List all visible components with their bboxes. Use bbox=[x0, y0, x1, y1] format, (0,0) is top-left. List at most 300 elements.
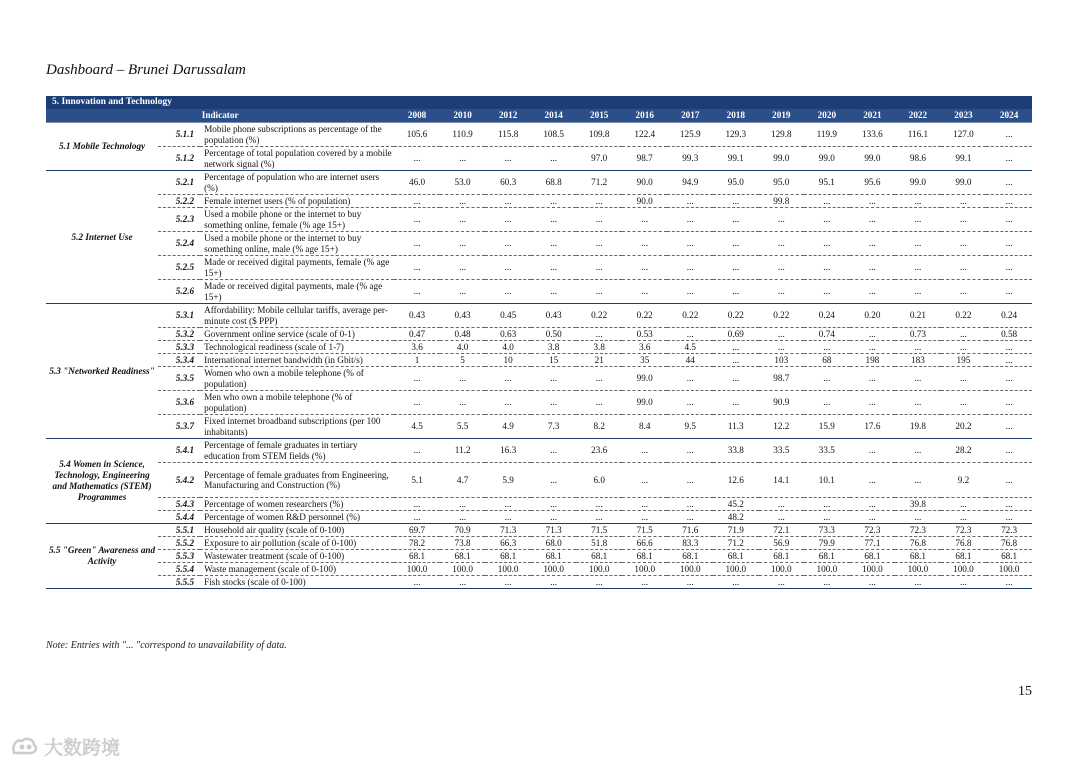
indicator-code: 5.3.2 bbox=[158, 328, 200, 341]
table-row bbox=[46, 498, 1032, 511]
section-title: 5. Innovation and Technology bbox=[46, 96, 1032, 109]
value-cell: 77.1 bbox=[850, 537, 896, 550]
value-cell: ... bbox=[485, 391, 531, 415]
value-cell: ... bbox=[713, 367, 759, 391]
value-cell: ... bbox=[895, 367, 941, 391]
value-cell: 0.45 bbox=[485, 304, 531, 328]
value-cell: ... bbox=[986, 391, 1032, 415]
value-cell: ... bbox=[804, 341, 850, 354]
value-cell: ... bbox=[986, 463, 1032, 498]
value-cell: ... bbox=[667, 439, 713, 463]
value-cell: ... bbox=[531, 391, 577, 415]
value-cell: ... bbox=[777, 286, 785, 297]
value-cell: 15.9 bbox=[818, 421, 835, 432]
value-cell: 100.0 bbox=[941, 563, 987, 576]
value-cell: ... bbox=[777, 511, 785, 522]
group-label: 5.1 Mobile Technology bbox=[58, 141, 146, 151]
value-cell: 0.22 bbox=[576, 304, 622, 328]
value-cell: ... bbox=[440, 498, 486, 511]
value-cell: ... bbox=[394, 367, 440, 391]
indicator-code: 5.2.6 bbox=[175, 286, 195, 297]
indicator-name: Mobile phone subscriptions as percentage of the population (%) bbox=[200, 123, 394, 147]
value-cell: ... bbox=[531, 195, 577, 208]
value-cell: 3.8 bbox=[531, 341, 577, 354]
value-cell: ... bbox=[1005, 576, 1013, 587]
value-cell: 83.3 bbox=[667, 537, 713, 550]
value-cell: ... bbox=[941, 232, 987, 256]
page-number: 15 bbox=[1018, 684, 1032, 699]
value-cell: 0.63 bbox=[485, 328, 531, 341]
value-cell: 133.6 bbox=[850, 123, 896, 147]
value-cell: 68.1 bbox=[622, 550, 668, 563]
value-cell: ... bbox=[850, 195, 896, 208]
value-cell: 0.74 bbox=[804, 328, 850, 341]
value-cell: 0.24 bbox=[804, 304, 850, 328]
value-cell: 8.2 bbox=[593, 421, 605, 432]
value-cell: ... bbox=[531, 463, 577, 498]
value-cell: ... bbox=[895, 232, 941, 256]
year-header: 2021 bbox=[850, 109, 896, 123]
indicator-name: Waste management (scale of 0-100) bbox=[200, 563, 394, 576]
column-header-row bbox=[46, 109, 1032, 123]
value-cell: ... bbox=[713, 256, 759, 280]
value-cell: ... bbox=[986, 354, 1032, 367]
indicator-name: Percentage of female graduates from Engineering, Manufacturing and Construction (%) bbox=[200, 463, 394, 498]
table-row bbox=[46, 415, 1032, 439]
value-cell: ... bbox=[759, 328, 805, 341]
value-cell: 99.1 bbox=[955, 153, 972, 164]
value-cell: 100.0 bbox=[895, 563, 941, 576]
value-cell: ... bbox=[986, 498, 1032, 511]
value-cell: ... bbox=[895, 256, 941, 280]
value-cell: 0.24 bbox=[986, 304, 1032, 328]
value-cell: 71.6 bbox=[667, 524, 713, 537]
indicator-code: 5.3.5 bbox=[158, 367, 200, 391]
value-cell: 33.5 bbox=[804, 439, 850, 463]
value-cell: ... bbox=[713, 341, 759, 354]
table-row bbox=[46, 576, 1032, 589]
value-cell: 68.1 bbox=[667, 550, 713, 563]
value-cell: 15 bbox=[531, 354, 577, 367]
value-cell: 99.8 bbox=[759, 195, 805, 208]
value-cell: ... bbox=[986, 208, 1032, 232]
value-cell: ... bbox=[667, 391, 713, 415]
value-cell: ... bbox=[1005, 286, 1013, 297]
value-cell: ... bbox=[550, 576, 558, 587]
value-cell: ... bbox=[667, 498, 713, 511]
value-cell: ... bbox=[986, 367, 1032, 391]
indicator-code: 5.5.1 bbox=[158, 524, 200, 537]
value-cell: ... bbox=[595, 511, 603, 522]
value-cell: ... bbox=[895, 208, 941, 232]
value-cell: ... bbox=[550, 511, 558, 522]
value-cell: ... bbox=[804, 367, 850, 391]
value-cell: 0.22 bbox=[713, 304, 759, 328]
value-cell: 95.0 bbox=[759, 171, 805, 195]
value-cell: 98.7 bbox=[759, 367, 805, 391]
table-row bbox=[46, 511, 1032, 524]
value-cell: ... bbox=[850, 232, 896, 256]
table-row bbox=[46, 537, 1032, 550]
value-cell: 4.0 bbox=[440, 341, 486, 354]
value-cell: 20.2 bbox=[955, 421, 972, 432]
value-cell: ... bbox=[850, 341, 896, 354]
value-cell: ... bbox=[959, 576, 967, 587]
value-cell: ... bbox=[459, 576, 467, 587]
value-cell: 0.20 bbox=[850, 304, 896, 328]
value-cell: ... bbox=[576, 232, 622, 256]
value-cell: 73.3 bbox=[804, 524, 850, 537]
indicator-name: Percentage of female graduates in tertiary education from STEM fields (%) bbox=[200, 439, 394, 463]
group-label: 5.3 "Networked Readiness" bbox=[46, 304, 158, 439]
value-cell: 23.6 bbox=[576, 439, 622, 463]
value-cell: 71.3 bbox=[485, 524, 531, 537]
value-cell: ... bbox=[413, 511, 421, 522]
value-cell: 33.5 bbox=[759, 439, 805, 463]
value-cell: 3.8 bbox=[576, 341, 622, 354]
value-cell: 0.50 bbox=[531, 328, 577, 341]
group-label: 5.4 Women in Science, Technology, Engineering and Mathematics (STEM) Programmes bbox=[46, 439, 158, 524]
value-cell: 17.6 bbox=[864, 421, 881, 432]
value-cell: ... bbox=[667, 256, 713, 280]
value-cell: ... bbox=[440, 391, 486, 415]
value-cell: ... bbox=[850, 328, 896, 341]
value-cell: ... bbox=[804, 256, 850, 280]
value-cell: 68.8 bbox=[531, 171, 577, 195]
value-cell: ... bbox=[459, 153, 467, 164]
table-row bbox=[46, 563, 1032, 576]
value-cell: 125.9 bbox=[667, 123, 713, 147]
indicator-name: Wastewater treatment (scale of 0-100) bbox=[200, 550, 394, 563]
value-cell: ... bbox=[850, 463, 896, 498]
value-cell: 195 bbox=[941, 354, 987, 367]
value-cell: ... bbox=[1005, 153, 1013, 164]
indicator-code: 5.5.2 bbox=[158, 537, 200, 550]
value-cell: 60.3 bbox=[485, 171, 531, 195]
year-header: 2016 bbox=[622, 109, 668, 123]
value-cell: 10 bbox=[485, 354, 531, 367]
value-cell: 9.2 bbox=[941, 463, 987, 498]
value-cell: ... bbox=[823, 576, 831, 587]
value-cell: 33.8 bbox=[713, 439, 759, 463]
indicator-code: 5.3.1 bbox=[158, 304, 200, 328]
value-cell: 129.3 bbox=[713, 123, 759, 147]
table-row bbox=[46, 171, 1032, 195]
value-cell: ... bbox=[394, 256, 440, 280]
indicator-table-wrapper bbox=[46, 96, 1032, 589]
value-cell: 122.4 bbox=[622, 123, 668, 147]
value-cell: ... bbox=[667, 367, 713, 391]
value-cell: ... bbox=[440, 208, 486, 232]
value-cell: 95.0 bbox=[713, 171, 759, 195]
value-cell: ... bbox=[440, 195, 486, 208]
indicator-code: 5.4.4 bbox=[175, 511, 195, 522]
value-cell: 68.1 bbox=[485, 550, 531, 563]
value-cell: 0.22 bbox=[941, 304, 987, 328]
value-cell: 68 bbox=[804, 354, 850, 367]
value-cell: 68.1 bbox=[850, 550, 896, 563]
table-row bbox=[46, 280, 1032, 304]
year-header: 2019 bbox=[759, 109, 805, 123]
value-cell: ... bbox=[868, 576, 876, 587]
value-cell: ... bbox=[686, 511, 694, 522]
value-cell: ... bbox=[850, 367, 896, 391]
value-cell: ... bbox=[759, 498, 805, 511]
indicator-code: 5.4.1 bbox=[158, 439, 200, 463]
value-cell: ... bbox=[986, 341, 1032, 354]
value-cell: 0.21 bbox=[895, 304, 941, 328]
year-header: 2014 bbox=[531, 109, 577, 123]
value-cell: ... bbox=[504, 576, 512, 587]
value-cell: 100.0 bbox=[440, 563, 486, 576]
indicator-code: 5.3.4 bbox=[158, 354, 200, 367]
year-header: 2008 bbox=[394, 109, 440, 123]
value-cell: 14.1 bbox=[759, 463, 805, 498]
value-cell: 68.0 bbox=[531, 537, 577, 550]
indicator-code: 5.3.3 bbox=[158, 341, 200, 354]
year-header: 2010 bbox=[440, 109, 486, 123]
value-cell: 99.0 bbox=[622, 391, 668, 415]
value-cell: ... bbox=[622, 498, 668, 511]
value-cell: 72.3 bbox=[850, 524, 896, 537]
value-cell: 71.5 bbox=[576, 524, 622, 537]
indicator-name: Men who own a mobile telephone (% of population) bbox=[200, 391, 394, 415]
value-cell: 95.1 bbox=[804, 171, 850, 195]
value-cell: 68.1 bbox=[531, 550, 577, 563]
indicator-code: 5.2.2 bbox=[158, 195, 200, 208]
value-cell: 71.2 bbox=[713, 537, 759, 550]
value-cell: 90.0 bbox=[622, 195, 668, 208]
value-cell: ... bbox=[686, 576, 694, 587]
value-cell: 68.1 bbox=[576, 550, 622, 563]
value-cell: 3.6 bbox=[394, 341, 440, 354]
value-cell: ... bbox=[759, 232, 805, 256]
value-cell: ... bbox=[550, 153, 558, 164]
value-cell: 68.1 bbox=[895, 550, 941, 563]
value-cell: ... bbox=[576, 391, 622, 415]
value-cell: 4.7 bbox=[440, 463, 486, 498]
value-cell: ... bbox=[804, 195, 850, 208]
value-cell: 44 bbox=[667, 354, 713, 367]
indicator-name: Made or received digital payments, female (% age 15+) bbox=[200, 256, 394, 280]
value-cell: ... bbox=[941, 341, 987, 354]
value-cell: ... bbox=[804, 498, 850, 511]
value-cell: ... bbox=[941, 498, 987, 511]
table-row bbox=[46, 439, 1032, 463]
indicator-code: 5.1.1 bbox=[158, 123, 200, 147]
indicator-code: 5.5.4 bbox=[158, 563, 200, 576]
table-row bbox=[46, 147, 1032, 171]
table-row bbox=[46, 354, 1032, 367]
value-cell: ... bbox=[394, 232, 440, 256]
value-cell: ... bbox=[895, 341, 941, 354]
value-cell: 0.53 bbox=[622, 328, 668, 341]
indicator-name: Technological readiness (scale of 1-7) bbox=[200, 341, 394, 354]
watermark-logo-icon bbox=[10, 735, 40, 757]
value-cell: 10.1 bbox=[804, 463, 850, 498]
value-cell: 90.0 bbox=[622, 171, 668, 195]
value-cell: 100.0 bbox=[531, 563, 577, 576]
value-cell: ... bbox=[667, 232, 713, 256]
value-cell: ... bbox=[413, 576, 421, 587]
group-label: 5.2 Internet Use bbox=[46, 171, 158, 304]
value-cell: 66.3 bbox=[485, 537, 531, 550]
value-cell: ... bbox=[868, 511, 876, 522]
indicator-name: International internet bandwidth (in Gbit/s) bbox=[200, 354, 394, 367]
indicator-code: 5.4.2 bbox=[158, 463, 200, 498]
value-cell: 21 bbox=[576, 354, 622, 367]
value-cell: 68.1 bbox=[941, 550, 987, 563]
indicator-name: Fixed internet broadband subscriptions (per 100 inhabitants) bbox=[204, 416, 381, 437]
value-cell: 100.0 bbox=[394, 563, 440, 576]
year-header: 2017 bbox=[667, 109, 713, 123]
value-cell: 103 bbox=[759, 354, 805, 367]
value-cell: ... bbox=[941, 208, 987, 232]
value-cell: 100.0 bbox=[759, 563, 805, 576]
value-cell: ... bbox=[941, 256, 987, 280]
value-cell: 1 bbox=[394, 354, 440, 367]
value-cell: ... bbox=[823, 286, 831, 297]
table-row bbox=[46, 195, 1032, 208]
value-cell: 39.8 bbox=[895, 498, 941, 511]
indicator-name: Percentage of total population covered by a mobile network signal (%) bbox=[204, 148, 392, 169]
value-cell: ... bbox=[986, 171, 1032, 195]
value-cell: ... bbox=[895, 463, 941, 498]
value-cell: 48.2 bbox=[727, 511, 744, 522]
value-cell: ... bbox=[485, 367, 531, 391]
value-cell: 100.0 bbox=[804, 563, 850, 576]
value-cell: ... bbox=[959, 286, 967, 297]
watermark-text: 大数跨境 bbox=[44, 736, 121, 759]
value-cell: ... bbox=[850, 256, 896, 280]
value-cell: ... bbox=[459, 286, 467, 297]
value-cell: 45.2 bbox=[713, 498, 759, 511]
value-cell: 0.47 bbox=[394, 328, 440, 341]
year-header: 2018 bbox=[713, 109, 759, 123]
value-cell: ... bbox=[713, 208, 759, 232]
value-cell: ... bbox=[485, 195, 531, 208]
value-cell: 105.6 bbox=[394, 123, 440, 147]
value-cell: 99.0 bbox=[818, 153, 835, 164]
value-cell: ... bbox=[394, 208, 440, 232]
value-cell: ... bbox=[804, 208, 850, 232]
value-cell: ... bbox=[576, 195, 622, 208]
value-cell: ... bbox=[759, 256, 805, 280]
year-header: 2024 bbox=[986, 109, 1032, 123]
value-cell: ... bbox=[959, 511, 967, 522]
value-cell: 12.2 bbox=[773, 421, 790, 432]
value-cell: 51.8 bbox=[576, 537, 622, 550]
value-cell: ... bbox=[914, 286, 922, 297]
indicator-name: Percentage of women R&D personnel (%) bbox=[204, 511, 361, 522]
value-cell: 0.58 bbox=[986, 328, 1032, 341]
value-cell: 78.2 bbox=[394, 537, 440, 550]
value-cell: ... bbox=[895, 391, 941, 415]
value-cell: 5 bbox=[440, 354, 486, 367]
value-cell: 68.1 bbox=[440, 550, 486, 563]
table-row bbox=[46, 463, 1032, 498]
value-cell: 0.43 bbox=[440, 304, 486, 328]
value-cell: 0.22 bbox=[667, 304, 713, 328]
value-cell: ... bbox=[576, 367, 622, 391]
value-cell: ... bbox=[850, 208, 896, 232]
value-cell: 19.8 bbox=[909, 421, 926, 432]
indicator-code: 5.3.7 bbox=[175, 421, 195, 432]
value-cell: ... bbox=[622, 208, 668, 232]
value-cell: ... bbox=[914, 576, 922, 587]
value-cell: ... bbox=[576, 498, 622, 511]
value-cell: 71.5 bbox=[622, 524, 668, 537]
value-cell: 11.2 bbox=[440, 439, 486, 463]
value-cell: ... bbox=[986, 256, 1032, 280]
value-cell: 99.0 bbox=[864, 153, 881, 164]
value-cell: ... bbox=[531, 367, 577, 391]
value-cell: ... bbox=[986, 232, 1032, 256]
indicator-code: 5.1.2 bbox=[175, 153, 195, 164]
value-cell: ... bbox=[1005, 511, 1013, 522]
value-cell: 66.6 bbox=[622, 537, 668, 550]
value-cell: 100.0 bbox=[576, 563, 622, 576]
table-row bbox=[46, 232, 1032, 256]
indicator-name: Affordability: Mobile cellular tariffs, average per-minute cost ($ PPP) bbox=[200, 304, 394, 328]
value-cell: 0.43 bbox=[531, 304, 577, 328]
value-cell: ... bbox=[686, 286, 694, 297]
value-cell: 99.0 bbox=[622, 367, 668, 391]
value-cell: 68.1 bbox=[713, 550, 759, 563]
indicator-code: 5.5.3 bbox=[158, 550, 200, 563]
value-cell: ... bbox=[440, 256, 486, 280]
table-row bbox=[46, 123, 1032, 147]
indicator-name: Made or received digital payments, male (% age 15+) bbox=[204, 281, 383, 302]
value-cell: 97.0 bbox=[591, 153, 608, 164]
value-cell: 98.7 bbox=[636, 153, 653, 164]
value-cell: ... bbox=[576, 208, 622, 232]
value-cell: ... bbox=[850, 439, 896, 463]
indicator-code: 5.5.5 bbox=[175, 576, 195, 587]
value-cell: 0.69 bbox=[713, 328, 759, 341]
value-cell: ... bbox=[895, 195, 941, 208]
value-cell: ... bbox=[394, 195, 440, 208]
value-cell: 5.9 bbox=[485, 463, 531, 498]
value-cell: ... bbox=[1005, 421, 1013, 432]
value-cell: 0.22 bbox=[759, 304, 805, 328]
table-row bbox=[46, 208, 1032, 232]
table-body bbox=[46, 123, 1032, 589]
value-cell: 183 bbox=[895, 354, 941, 367]
value-cell: ... bbox=[531, 439, 577, 463]
table-row bbox=[46, 524, 1032, 537]
value-cell: 73.8 bbox=[440, 537, 486, 550]
value-cell: ... bbox=[713, 195, 759, 208]
footnote: Note: Entries with "... "correspond to unavailability of data. bbox=[46, 640, 287, 651]
value-cell: 72.3 bbox=[895, 524, 941, 537]
value-cell: 109.8 bbox=[576, 123, 622, 147]
value-cell: ... bbox=[485, 208, 531, 232]
value-cell: ... bbox=[413, 286, 421, 297]
indicator-name: Household air quality (scale of 0-100) bbox=[200, 524, 394, 537]
value-cell: 70.9 bbox=[440, 524, 486, 537]
indicator-code: 5.3.6 bbox=[158, 391, 200, 415]
value-cell: 68.1 bbox=[394, 550, 440, 563]
indicator-code: 5.2.5 bbox=[158, 256, 200, 280]
value-cell: 100.0 bbox=[850, 563, 896, 576]
value-cell: 119.9 bbox=[804, 123, 850, 147]
value-cell: ... bbox=[986, 123, 1032, 147]
value-cell: ... bbox=[941, 195, 987, 208]
value-cell: 0.73 bbox=[895, 328, 941, 341]
value-cell: ... bbox=[641, 286, 649, 297]
value-cell: 0.22 bbox=[622, 304, 668, 328]
